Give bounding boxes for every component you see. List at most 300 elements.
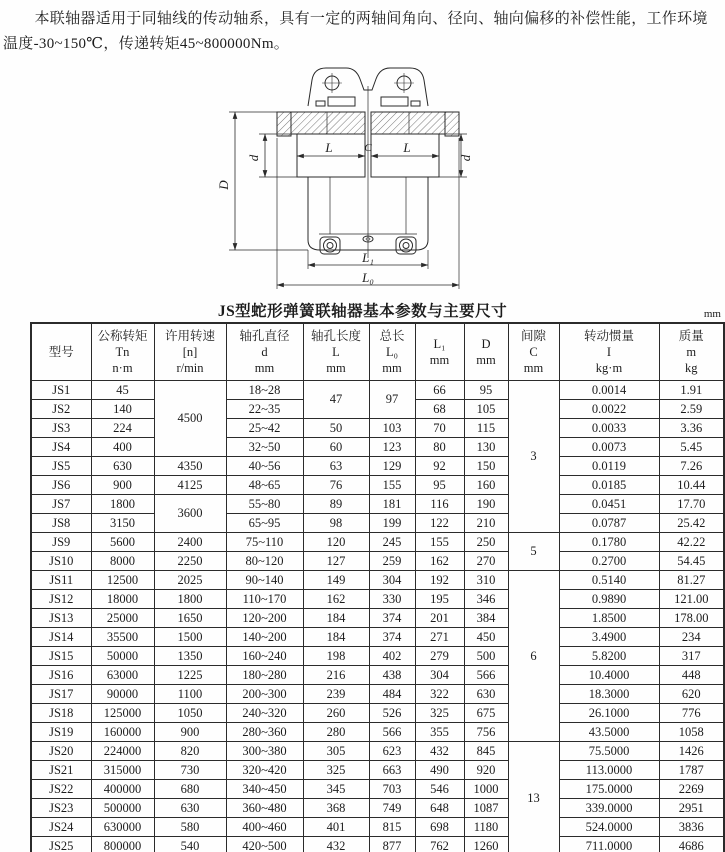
table-cell: 103 (369, 418, 415, 437)
table-cell: 500 (464, 646, 508, 665)
table-cell: 490 (415, 760, 464, 779)
table-cell: 123 (369, 437, 415, 456)
table-cell: 648 (415, 798, 464, 817)
table-cell: JS1 (31, 380, 91, 399)
table-cell: 155 (369, 475, 415, 494)
table-cell: 55~80 (226, 494, 303, 513)
table-cell: 162 (303, 589, 369, 608)
table-cell: 900 (91, 475, 154, 494)
table-cell: 7.26 (659, 456, 724, 475)
table-row (31, 532, 724, 551)
dim-label-D: D (216, 180, 231, 190)
column-header: 质量 m kg (659, 323, 724, 380)
table-cell: 1800 (154, 589, 226, 608)
table-cell: 663 (369, 760, 415, 779)
table-row (31, 608, 724, 627)
table-cell: 0.0787 (559, 513, 659, 532)
cover-plate-left (277, 112, 291, 136)
table-cell: 12500 (91, 570, 154, 589)
table-cell: 178.00 (659, 608, 724, 627)
table-cell: 355 (415, 722, 464, 741)
table-cell: 149 (303, 570, 369, 589)
table-cell: 320~420 (226, 760, 303, 779)
column-header: D mm (464, 323, 508, 380)
cap-right (381, 97, 408, 106)
table-cell: JS23 (31, 798, 91, 817)
table-cell: 25~42 (226, 418, 303, 437)
table-cell: 730 (154, 760, 226, 779)
table-cell: 180~280 (226, 665, 303, 684)
table-cell: 0.2700 (559, 551, 659, 570)
table-cell: 42.22 (659, 532, 724, 551)
table-cell: JS4 (31, 437, 91, 456)
table-row (31, 437, 724, 456)
table-cell: 524.0000 (559, 817, 659, 836)
table-cell: 1180 (464, 817, 508, 836)
table-cell: 300~380 (226, 741, 303, 760)
table-cell: 546 (415, 779, 464, 798)
table-cell: 150 (464, 456, 508, 475)
table-cell: 675 (464, 703, 508, 722)
table-cell: 98 (303, 513, 369, 532)
table-cell: 76 (303, 475, 369, 494)
table-cell: 762 (415, 836, 464, 852)
table-cell: 184 (303, 627, 369, 646)
coupling-drawing (180, 60, 545, 295)
table-cell: 97 (369, 380, 415, 418)
table-cell: 2025 (154, 570, 226, 589)
table-cell: 224 (91, 418, 154, 437)
table-cell: 4125 (154, 475, 226, 494)
table-cell: 116 (415, 494, 464, 513)
table-cell: 402 (369, 646, 415, 665)
table-cell: 420~500 (226, 836, 303, 852)
table-cell: 845 (464, 741, 508, 760)
table-cell: 8000 (91, 551, 154, 570)
table-cell: 325 (303, 760, 369, 779)
table-cell: JS9 (31, 532, 91, 551)
table-cell: 0.0022 (559, 399, 659, 418)
table-cell: 13 (508, 741, 559, 852)
table-cell: 250 (464, 532, 508, 551)
table-cell: 374 (369, 608, 415, 627)
parameters-table (30, 322, 725, 852)
table-cell: JS22 (31, 779, 91, 798)
table-cell: 0.0185 (559, 475, 659, 494)
table-cell: 315000 (91, 760, 154, 779)
table-cell: 900 (154, 722, 226, 741)
table-cell: 698 (415, 817, 464, 836)
table-cell: 40~56 (226, 456, 303, 475)
table-cell: 54.45 (659, 551, 724, 570)
table-cell: 90~140 (226, 570, 303, 589)
table-cell: 448 (659, 665, 724, 684)
table-cell: 18~28 (226, 380, 303, 399)
table-cell: 200~300 (226, 684, 303, 703)
table-cell: 75~110 (226, 532, 303, 551)
table-cell: 5.8200 (559, 646, 659, 665)
table-cell: 25.42 (659, 513, 724, 532)
table-cell: 1350 (154, 646, 226, 665)
table-cell: 776 (659, 703, 724, 722)
table-cell: 35500 (91, 627, 154, 646)
table-cell: 0.0451 (559, 494, 659, 513)
table-cell: JS17 (31, 684, 91, 703)
table-cell: 95 (415, 475, 464, 494)
table-cell: 63000 (91, 665, 154, 684)
column-header: 总长 L₀ mm (369, 323, 415, 380)
table-cell: 1100 (154, 684, 226, 703)
table-row (31, 646, 724, 665)
table-cell: 5600 (91, 532, 154, 551)
table-cell: 1058 (659, 722, 724, 741)
table-cell: 401 (303, 817, 369, 836)
table-cell: JS7 (31, 494, 91, 513)
table-cell: 201 (415, 608, 464, 627)
table-cell: 32~50 (226, 437, 303, 456)
table-cell: 566 (369, 722, 415, 741)
table-cell: 756 (464, 722, 508, 741)
table-cell: 280~360 (226, 722, 303, 741)
table-cell: 346 (464, 589, 508, 608)
table-cell: 259 (369, 551, 415, 570)
table-cell: 90000 (91, 684, 154, 703)
table-cell: 22~35 (226, 399, 303, 418)
table-cell: 1225 (154, 665, 226, 684)
table-cell: 26.1000 (559, 703, 659, 722)
dim-label-L-left: L (325, 140, 333, 155)
table-cell: 815 (369, 817, 415, 836)
table-cell: 1500 (154, 627, 226, 646)
table-cell: 63 (303, 456, 369, 475)
table-cell: 4500 (154, 380, 226, 456)
nut-left (316, 101, 325, 106)
column-header: 间隙 C mm (508, 323, 559, 380)
table-row (31, 779, 724, 798)
table-row (31, 627, 724, 646)
table-cell: 438 (369, 665, 415, 684)
table-cell: JS18 (31, 703, 91, 722)
table-cell: 1087 (464, 798, 508, 817)
table-cell: 4350 (154, 456, 226, 475)
table-cell: 305 (303, 741, 369, 760)
column-header: 型号 (31, 323, 91, 380)
table-row (31, 456, 724, 475)
table-cell: 374 (369, 627, 415, 646)
table-cell: 360~480 (226, 798, 303, 817)
flange-left (291, 112, 365, 134)
table-cell: 5.45 (659, 437, 724, 456)
nut-right (411, 101, 420, 106)
table-cell: 155 (415, 532, 464, 551)
table-cell: 317 (659, 646, 724, 665)
table-cell: 400 (91, 437, 154, 456)
dim-label-L0: L₀ (362, 270, 374, 285)
table-cell: 3.4900 (559, 627, 659, 646)
column-header: L₁ mm (415, 323, 464, 380)
table-cell: 10.4000 (559, 665, 659, 684)
table-cell: 877 (369, 836, 415, 852)
dim-label-d-left: d (246, 154, 261, 162)
table-cell: 484 (369, 684, 415, 703)
table-cell: 680 (154, 779, 226, 798)
table-cell: 630 (154, 798, 226, 817)
table-cell: 127 (303, 551, 369, 570)
table-cell: 271 (415, 627, 464, 646)
coupling-figure (180, 60, 545, 295)
table-cell: 68 (415, 399, 464, 418)
table-cell: 25000 (91, 608, 154, 627)
table-cell: JS8 (31, 513, 91, 532)
table-cell: 800000 (91, 836, 154, 852)
dim-label-d-right: d (458, 154, 473, 162)
table-row (31, 760, 724, 779)
table-cell: 620 (659, 684, 724, 703)
table-row (31, 684, 724, 703)
table-cell: 450 (464, 627, 508, 646)
table-cell: 304 (369, 570, 415, 589)
table-row (31, 551, 724, 570)
table-cell: 1426 (659, 741, 724, 760)
table-cell: 70 (415, 418, 464, 437)
table-row (31, 380, 724, 399)
table-cell: 1800 (91, 494, 154, 513)
table-cell: 17.70 (659, 494, 724, 513)
table-cell: 18.3000 (559, 684, 659, 703)
table-cell: 526 (369, 703, 415, 722)
table-cell: 81.27 (659, 570, 724, 589)
column-header: 公称转矩 Tn n·m (91, 323, 154, 380)
table-cell: 1.8500 (559, 608, 659, 627)
table-cell: 1000 (464, 779, 508, 798)
table-cell: 630 (464, 684, 508, 703)
table-cell: 0.0073 (559, 437, 659, 456)
table-cell: 3 (508, 380, 559, 532)
intro-paragraph: 本联轴器适用于同轴线的传动轴系，具有一定的两轴间角向、径向、轴向偏移的补偿性能，工作环境温度-30~150℃，传递转矩45~800000Nm。 (3, 11, 708, 52)
table-cell: 65~95 (226, 513, 303, 532)
table-cell: 500000 (91, 798, 154, 817)
table-cell: 3600 (154, 494, 226, 532)
dim-label-L-right: L (403, 140, 411, 155)
table-cell: 0.1780 (559, 532, 659, 551)
table-cell: JS13 (31, 608, 91, 627)
table-cell: 0.5140 (559, 570, 659, 589)
table-row (31, 741, 724, 760)
table-cell: JS11 (31, 570, 91, 589)
flange-right (371, 112, 445, 134)
table-cell: 216 (303, 665, 369, 684)
table-cell: 260 (303, 703, 369, 722)
column-header: 轴孔直径 d mm (226, 323, 303, 380)
column-header: 轴孔长度 L mm (303, 323, 369, 380)
table-cell: JS24 (31, 817, 91, 836)
table-cell: 2951 (659, 798, 724, 817)
table-cell: 162 (415, 551, 464, 570)
table-cell: 239 (303, 684, 369, 703)
table-cell: 89 (303, 494, 369, 513)
table-cell: 181 (369, 494, 415, 513)
table-cell: 184 (303, 608, 369, 627)
table-cell: 47 (303, 380, 369, 418)
table-cell: 630 (91, 456, 154, 475)
table-cell: 245 (369, 532, 415, 551)
table-cell: 1.91 (659, 380, 724, 399)
table-cell: JS20 (31, 741, 91, 760)
table-cell: 240~320 (226, 703, 303, 722)
table-cell: 820 (154, 741, 226, 760)
cover-plate-right (445, 112, 459, 136)
table-cell: 1650 (154, 608, 226, 627)
table-cell: 345 (303, 779, 369, 798)
table-title-row (0, 299, 725, 321)
table-cell: 120 (303, 532, 369, 551)
table-cell: 234 (659, 627, 724, 646)
table-cell: 10.44 (659, 475, 724, 494)
table-cell: 3.36 (659, 418, 724, 437)
table-cell: 630000 (91, 817, 154, 836)
table-cell: 195 (415, 589, 464, 608)
table-row (31, 722, 724, 741)
table-cell: 160 (464, 475, 508, 494)
table-cell: 384 (464, 608, 508, 627)
table-cell: 115 (464, 418, 508, 437)
table-cell: 0.0033 (559, 418, 659, 437)
table-cell: 60 (303, 437, 369, 456)
table-cell: 0.0119 (559, 456, 659, 475)
table-cell: 50000 (91, 646, 154, 665)
column-header: 转动惯量 I kg·m (559, 323, 659, 380)
table-row (31, 494, 724, 513)
table-cell: 45 (91, 380, 154, 399)
table-cell: 0.9890 (559, 589, 659, 608)
table-cell: 279 (415, 646, 464, 665)
table-cell: 48~65 (226, 475, 303, 494)
table-cell: 129 (369, 456, 415, 475)
table-cell: 5 (508, 532, 559, 570)
table-cell: 270 (464, 551, 508, 570)
table-cell: 3836 (659, 817, 724, 836)
table-cell: 160~240 (226, 646, 303, 665)
table-cell: 0.0014 (559, 380, 659, 399)
table-cell: JS5 (31, 456, 91, 475)
table-cell: 140~200 (226, 627, 303, 646)
table-cell: 2400 (154, 532, 226, 551)
table-cell: 120~200 (226, 608, 303, 627)
table-cell: 199 (369, 513, 415, 532)
table-cell: 4686 (659, 836, 724, 852)
table-cell: 580 (154, 817, 226, 836)
table-cell: 340~450 (226, 779, 303, 798)
table-cell: 175.0000 (559, 779, 659, 798)
table-cell: 224000 (91, 741, 154, 760)
table-cell: 304 (415, 665, 464, 684)
table-cell: JS3 (31, 418, 91, 437)
table-cell: 210 (464, 513, 508, 532)
table-cell: JS16 (31, 665, 91, 684)
table-cell: 80 (415, 437, 464, 456)
table-cell: 400000 (91, 779, 154, 798)
table-cell: 920 (464, 760, 508, 779)
table-cell: 1787 (659, 760, 724, 779)
table-cell: 110~170 (226, 589, 303, 608)
table-cell: 330 (369, 589, 415, 608)
table-cell: JS15 (31, 646, 91, 665)
table-cell: 75.5000 (559, 741, 659, 760)
table-cell: 623 (369, 741, 415, 760)
table-cell: 66 (415, 380, 464, 399)
table-row (31, 665, 724, 684)
table-cell: JS10 (31, 551, 91, 570)
table-cell: 50 (303, 418, 369, 437)
dim-label-L1: L₁ (362, 250, 374, 265)
table-cell: 122 (415, 513, 464, 532)
table-cell: 540 (154, 836, 226, 852)
table-cell: 92 (415, 456, 464, 475)
table-cell: JS2 (31, 399, 91, 418)
table-cell: 2.59 (659, 399, 724, 418)
table-row (31, 836, 724, 852)
table-cell: 432 (303, 836, 369, 852)
table-cell: 2250 (154, 551, 226, 570)
table-cell: 310 (464, 570, 508, 589)
table-row (31, 418, 724, 437)
dim-label-C: C (364, 142, 372, 154)
table-cell: 280 (303, 722, 369, 741)
table-cell: 3150 (91, 513, 154, 532)
table-row (31, 570, 724, 589)
table-cell: 190 (464, 494, 508, 513)
table-row (31, 513, 724, 532)
table-cell: 1050 (154, 703, 226, 722)
table-cell: JS21 (31, 760, 91, 779)
table-cell: 140 (91, 399, 154, 418)
table-cell: 703 (369, 779, 415, 798)
table-cell: 121.00 (659, 589, 724, 608)
table-cell: JS12 (31, 589, 91, 608)
table-title: JS型蛇形弹簧联轴器基本参数与主要尺寸 (217, 303, 508, 320)
table-row (31, 589, 724, 608)
table-cell: 749 (369, 798, 415, 817)
table-row (31, 703, 724, 722)
header-row (31, 323, 724, 380)
table-cell: 368 (303, 798, 369, 817)
table-cell: 130 (464, 437, 508, 456)
table-cell: 400~460 (226, 817, 303, 836)
table-cell: JS6 (31, 475, 91, 494)
table-cell: 1260 (464, 836, 508, 852)
table-cell: 432 (415, 741, 464, 760)
unit-note: mm (703, 308, 721, 320)
table-cell: 566 (464, 665, 508, 684)
table-cell: JS19 (31, 722, 91, 741)
table-cell: 6 (508, 570, 559, 741)
table-cell: 339.0000 (559, 798, 659, 817)
table-cell: 322 (415, 684, 464, 703)
table-cell: 18000 (91, 589, 154, 608)
table-cell: 95 (464, 380, 508, 399)
cap-left (328, 97, 355, 106)
table-cell: 43.5000 (559, 722, 659, 741)
table-cell: 125000 (91, 703, 154, 722)
table-cell: 192 (415, 570, 464, 589)
table-row (31, 798, 724, 817)
table-cell: 198 (303, 646, 369, 665)
table-cell: 2269 (659, 779, 724, 798)
table-row (31, 817, 724, 836)
table-cell: 160000 (91, 722, 154, 741)
table-cell: JS14 (31, 627, 91, 646)
table-cell: 325 (415, 703, 464, 722)
